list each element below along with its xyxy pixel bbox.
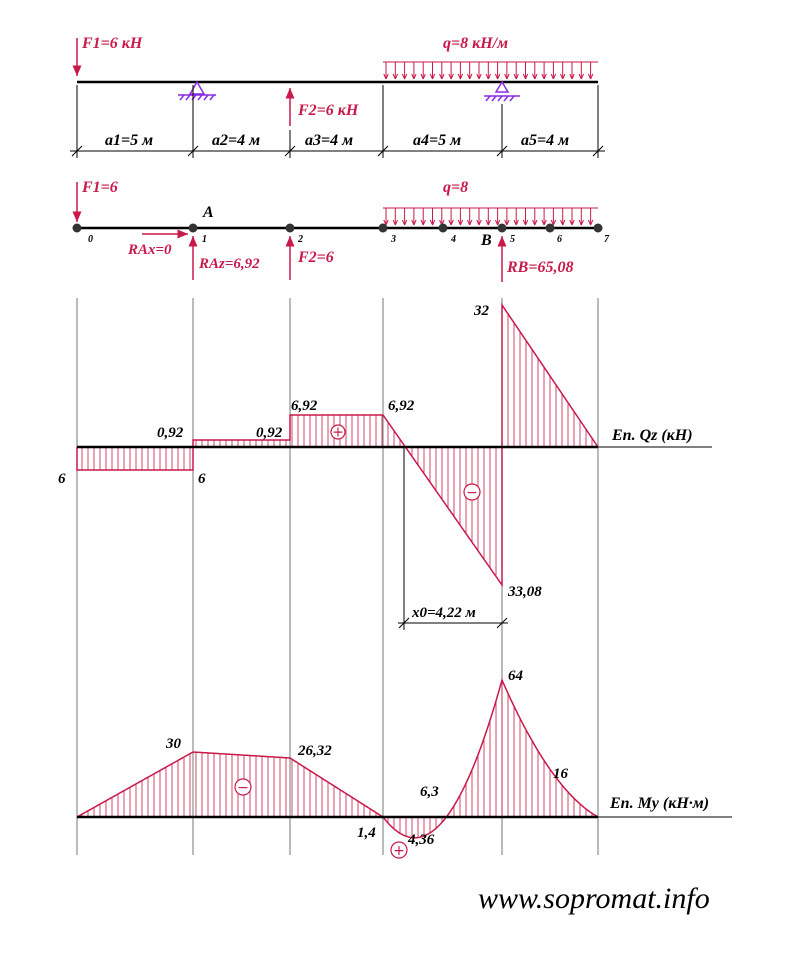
beam-loading-scheme [70,35,605,158]
q-model-label: q=8 [443,179,469,196]
x0-dimension [398,446,508,630]
distributed-load-arrows-model [383,208,598,225]
raz-label: RAz=6,92 [199,256,260,272]
moment-title: Еп. My (кН·м) [610,795,710,812]
moment-label-64: 64 [508,668,523,684]
shear-label-3308: 33,08 [508,584,542,600]
node-3: 3 [391,234,396,245]
node-7: 7 [604,234,609,245]
moment-label-30: 30 [166,736,181,752]
node-2: 2 [298,234,303,245]
span-a1: a1=5 м [105,132,154,149]
moment-minus: − [237,780,249,796]
point-b-label: B [481,232,492,249]
f2-model-label: F2=6 [298,249,334,266]
node-0: 0 [88,234,93,245]
shear-label-092-b: 0,92 [256,425,283,441]
point-a-label: A [203,204,214,221]
distributed-load-arrows [383,62,598,79]
span-a4: a4=5 м [413,132,462,149]
f1-model-label: F1=6 [82,179,118,196]
beam-model [73,179,611,282]
x0-label: x0=4,22 м [412,605,476,621]
footer-url: www.sopromat.info [478,882,710,915]
moment-plus: + [393,843,405,859]
span-a2: a2=4 м [212,132,261,149]
shear-label-692-a: 6,92 [291,398,318,414]
shear-label-32: 32 [474,303,489,319]
shear-label-692-b: 6,92 [388,398,415,414]
moment-label-2632: 26,32 [298,743,332,759]
shear-force-diagram [58,303,712,630]
shear-label-092-a: 0,92 [157,425,184,441]
rax-label: RAx=0 [128,242,172,258]
shear-title: Еп. Qz (кН) [612,427,693,444]
shear-label-6-right: 6 [198,471,206,487]
rb-label: RB=65,08 [507,259,574,276]
moment-label-63: 6,3 [420,784,439,800]
node-6: 6 [557,234,562,245]
shear-plus: + [332,424,344,441]
moment-label-436: 4,36 [408,832,435,848]
bending-moment-diagram [77,668,732,859]
moment-label-16: 16 [553,766,568,782]
f2-label: F2=6 кН [298,102,359,119]
node-1: 1 [202,234,207,245]
node-4: 4 [451,234,456,245]
moment-label-14: 1,4 [357,825,376,841]
f1-label: F1=6 кН [82,35,143,52]
pin-support-icon [178,82,216,100]
shear-minus: − [466,485,478,501]
shear-label-6-left: 6 [58,471,66,487]
span-a5: a5=4 м [521,132,570,149]
q-label: q=8 кН/м [443,35,509,52]
roller-support-icon [484,82,520,101]
span-a3: a3=4 м [305,132,354,149]
node-5: 5 [510,234,515,245]
